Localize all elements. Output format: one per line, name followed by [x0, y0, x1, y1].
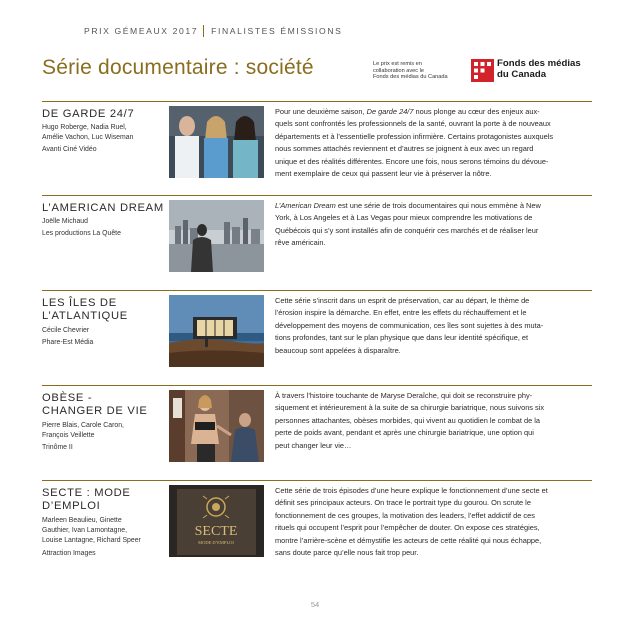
- entry-photo: [169, 106, 264, 178]
- credit-line: Pierre Blais, Carole Caron,: [42, 422, 124, 429]
- entry-secte: [42, 480, 592, 570]
- entry-description: [275, 390, 593, 452]
- entry-de-garde: [42, 101, 592, 191]
- description-rest: est une série de trois documentaires qui nous emmène à New: [335, 201, 541, 210]
- description-line: l’érosion inspire la démarche. En effet, entre les effets du réchauffement et le: [275, 308, 527, 318]
- partner-note: [373, 61, 481, 81]
- description-line: perte de poids avant, pendant et après une chirurgie bariatrique, une option qui: [275, 428, 534, 438]
- description-line: À travers l’histoire touchante de Maryse Deraîche, qui doit se reconstruire phy-: [275, 391, 533, 400]
- cover-title: SECTE: [194, 524, 238, 539]
- partner-note-line: Le prix est remis en: [373, 61, 422, 67]
- entry-title-line: DE GARDE 24/7: [42, 108, 135, 120]
- description-lead: Pour une deuxième saison,: [275, 107, 367, 116]
- page-header: [84, 25, 342, 37]
- header-category: FINALISTES ÉMISSIONS: [211, 26, 343, 36]
- entry-title-line: L’ATLANTIQUE: [42, 310, 128, 323]
- credit-line: Amélie Vachon, Luc Wiseman: [42, 134, 134, 142]
- description-line: rituels qui occupent l’esprit pour l’empêcher de douter. On expose ces stratégies,: [275, 523, 540, 533]
- credit-line: François Veillette: [42, 432, 95, 440]
- entry-photo: [169, 200, 264, 272]
- description-line: définit ses principaux acteurs. On trace le portrait type du gourou. On scrute le: [275, 498, 531, 508]
- entry-description: [275, 106, 593, 180]
- description-line: tions profondes, tant sur le plan physique que dans leur identité spécifique, et: [275, 333, 529, 343]
- description-line: Cette série de trois épisodes d’une heure explique le fonctionnement d’une secte et: [275, 486, 548, 495]
- credit-line: Gauthier, Ivan Lamontagne,: [42, 527, 128, 535]
- credit-line: Cécile Chevrier: [42, 327, 90, 334]
- entry-obese: [42, 385, 592, 475]
- description-line: beaucoup sont appelées à disparaître.: [275, 345, 401, 355]
- coastal-building-photo: [169, 295, 264, 367]
- description-line: [275, 200, 593, 212]
- entry-producer: Phare-Est Média: [42, 339, 94, 347]
- description-line: nous sommes attachés reviennent et d’autres se joignent à eux avec un regard: [275, 144, 534, 154]
- entry-description: [275, 485, 593, 559]
- entry-photo: [169, 390, 264, 462]
- entry-title-line: L’AMERICAN DREAM: [42, 202, 164, 214]
- page-number: 54: [310, 600, 320, 609]
- entry-divider: [42, 195, 592, 196]
- description-line: fonctionnement de ces groupes, la motivation des leaders, l’effet addictif de ces: [275, 510, 535, 520]
- description-line: York, à Los Angeles et à Las Vegas pour mieux comprendre les motivations de: [275, 213, 533, 223]
- entry-credits: [42, 326, 167, 348]
- entry-credits: [42, 421, 167, 454]
- description-line: départements et à l’essentielle profession infirmière. Certains protagonistes auxquels: [275, 131, 554, 141]
- entry-credits: [42, 217, 167, 239]
- partner-name-line: du Canada: [497, 68, 547, 80]
- entry-american-dream: [42, 195, 592, 285]
- credit-line: Hugo Roberge, Nadia Ruel,: [42, 124, 127, 131]
- section-title: Série documentaire : société: [42, 56, 314, 79]
- fmc-logo-icon: [471, 59, 494, 82]
- description-line: sans doute parce qu’elle nous fait trop peur.: [275, 548, 419, 558]
- description-line: Québécois qui s’y sont installés afin de conquérir ces marchés et de réaliser leur: [275, 225, 539, 235]
- entry-title-line: LES ÎLES DE: [42, 297, 117, 309]
- entry-photo: [169, 485, 264, 557]
- partner-note-line: Fonds des médias du Canada: [373, 74, 448, 81]
- description-line: quels sont confrontés les professionnels de la santé, ouvrant la porte à de nouveaux: [275, 119, 551, 129]
- entry-title: [42, 202, 167, 215]
- entry-title: [42, 108, 167, 121]
- partner-note-line: collaboration avec le: [373, 67, 424, 74]
- header-event: PRIX GÉMEAUX 2017: [84, 26, 199, 36]
- entry-divider: [42, 480, 592, 481]
- description-line: [275, 106, 593, 118]
- description-line: Cette série s’inscrit dans un esprit de préservation, car au départ, le thème de: [275, 296, 530, 305]
- description-line: ment exemplaire de ceux qui passent leur vie à préserver la nôtre.: [275, 169, 492, 179]
- entry-description: [275, 295, 593, 357]
- description-line: montre l’arrière-scène et démystifie les acteurs de cette réalité qui nous échappe,: [275, 535, 542, 545]
- description-line: siquement et intérieurement à la suite de sa chirurgie bariatrique, nous suivons six: [275, 403, 545, 413]
- entry-credits: [42, 516, 167, 559]
- entry-producer: Les productions La Quête: [42, 230, 121, 238]
- entry-description: [275, 200, 593, 250]
- medical-team-photo: [169, 106, 264, 178]
- description-line: développement des moyens de communication, ces îles sont sujettes à des muta-: [275, 320, 544, 330]
- entry-producer: Trinôme II: [42, 444, 73, 452]
- credit-line: Louise Lantagne, Richard Speer: [42, 537, 141, 545]
- city-skyline-photo: [169, 200, 264, 272]
- entry-title: [42, 392, 167, 418]
- entry-producer: Avanti Ciné Vidéo: [42, 146, 97, 154]
- entry-divider: [42, 385, 592, 386]
- description-line: peut changer leur vie…: [275, 440, 352, 450]
- description-series-name: De garde 24/7: [366, 107, 414, 116]
- entry-divider: [42, 101, 592, 102]
- credit-line: Joëlle Michaud: [42, 218, 88, 225]
- credit-line: Marleen Beaulieu, Ginette: [42, 517, 122, 524]
- description-line: personnes attachantes, obèses morbides, qui vivent au quotidien le combat de la: [275, 415, 540, 425]
- description-line: unique et des réalités différentes. Encore une fois, nous serons témoins du dévoue-: [275, 156, 549, 166]
- secte-book-cover-photo: [169, 485, 264, 557]
- description-line: rêve américain.: [275, 238, 326, 248]
- entry-credits: [42, 123, 167, 156]
- description-series-name: L’American Dream: [275, 201, 336, 210]
- entry-divider: [42, 290, 592, 291]
- header-separator: [203, 25, 204, 37]
- entry-title-line: CHANGER DE VIE: [42, 405, 148, 418]
- description-rest: nous plonge au cœur des enjeux aux-: [413, 107, 540, 116]
- entry-title: [42, 487, 167, 513]
- cover-subtitle: MODE D’EMPLOI: [198, 540, 234, 545]
- partner-name: [497, 59, 581, 80]
- entry-title-line: OBÈSE -: [42, 392, 93, 404]
- entry-title: [42, 297, 167, 323]
- partner-name-line: Fonds des médias: [497, 58, 581, 69]
- entry-title-line: D’EMPLOI: [42, 500, 101, 513]
- entry-title-line: SECTE : MODE: [42, 487, 131, 499]
- entry-photo: [169, 295, 264, 367]
- entry-producer: Attraction Images: [42, 549, 96, 557]
- entry-iles-atlantique: [42, 290, 592, 380]
- clinic-consultation-photo: [169, 390, 264, 462]
